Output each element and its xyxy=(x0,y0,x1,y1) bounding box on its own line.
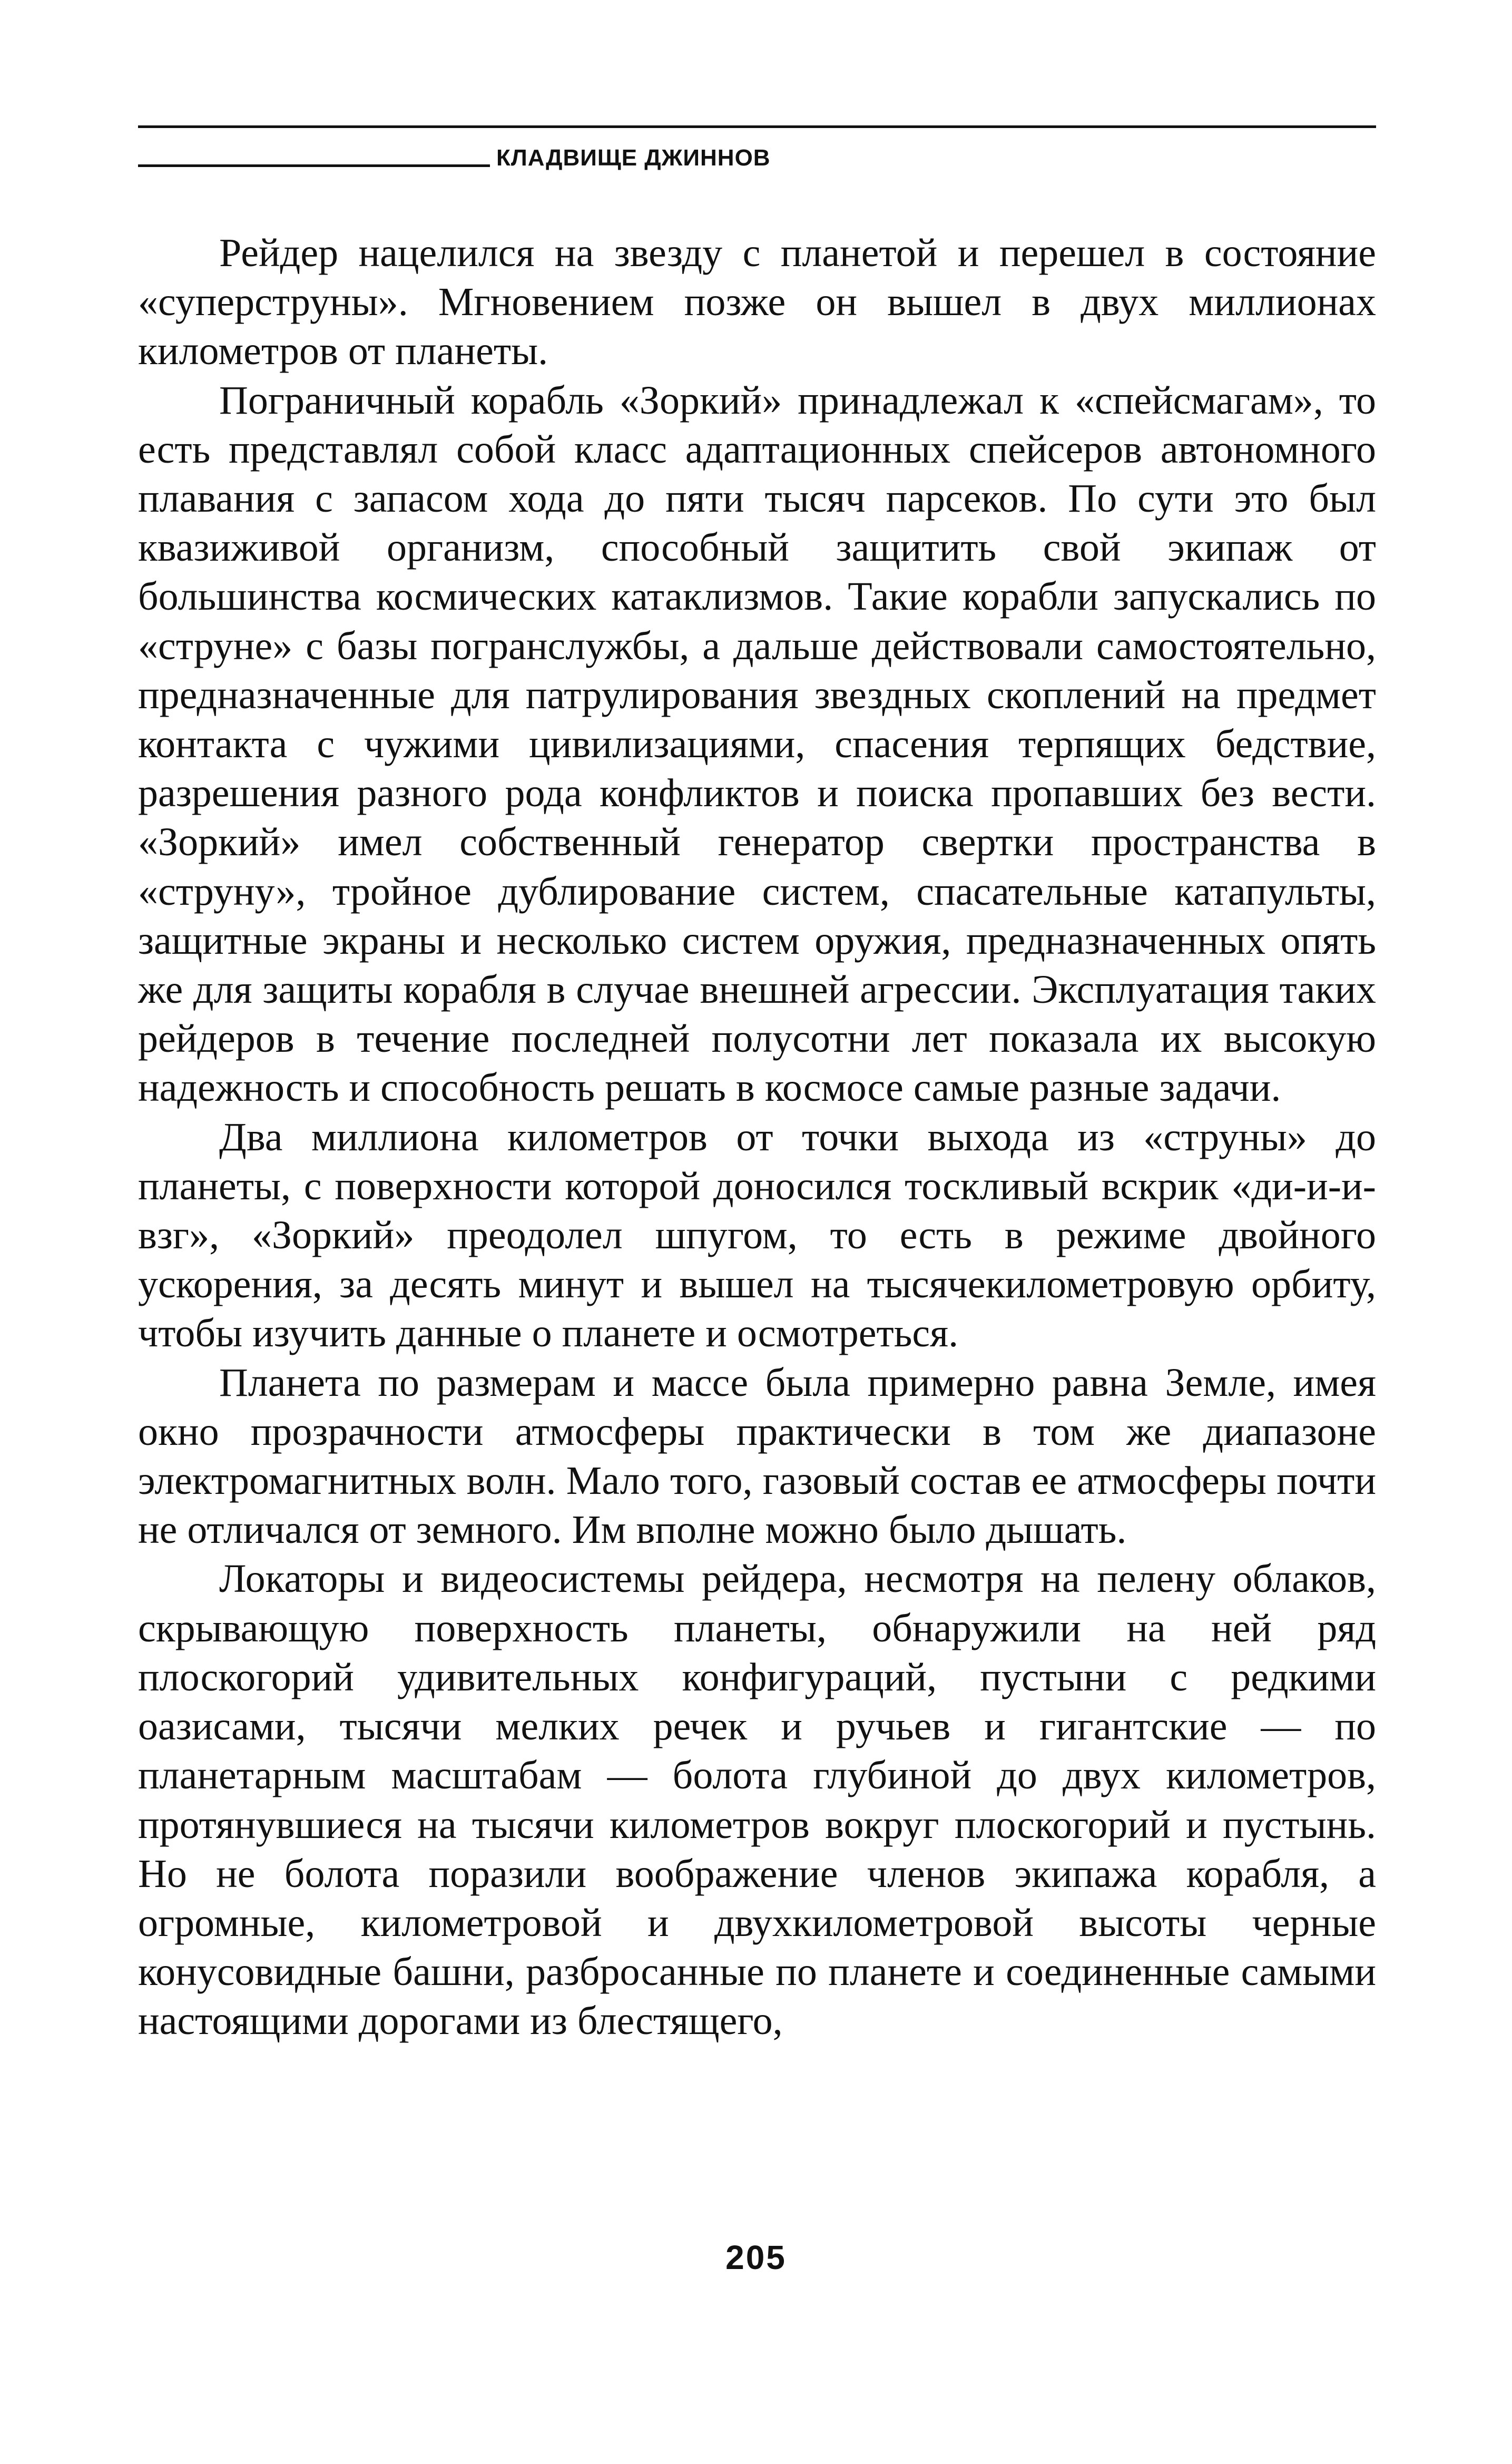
body-text xyxy=(138,229,1376,2046)
header-rule-left xyxy=(138,164,490,167)
paragraph: Пограничный корабль «Зоркий» принадлежал к «спейсмагам», то есть представлял собой класс адаптационных спейсеров автономного плавания с запасом хода до пяти тысяч парсеков. По сути это был квазиживой организм, способный защитить свой экипаж от большинства космических катаклизмов. Такие корабли запускались по «струне» с базы погранслужбы, а дальше действовали самостоятельно, предназначенные для патрулирования звездных скоплений на предмет контакта с чужими цивилизациями, спасения терпящих бедствие, разрешения разного рода конфликтов и поиска пропавших без вести. «Зоркий» имел собственный генератор свертки пространства в «струну», тройное дублирование систем, спасательные катапульты, защитные экраны и несколько систем оружия, предназначенных опять же для защиты корабля в случае внешней агрессии. Эксплуатация таких рейдеров в течение последней полусотни лет показала их высокую надежность и способность решать в космосе самые разные задачи. xyxy=(138,378,1376,1110)
page-number: 205 xyxy=(725,2238,787,2276)
paragraph: Планета по размерам и массе была примерно равна Земле, имея окно прозрачности атмосферы практически в том же диапазоне электромагнитных волн. Мало того, газовый состав ее атмосферы почти не отличался от земного. Им вполне можно было дышать. xyxy=(138,1360,1376,1552)
paragraph: Рейдер нацелился на звезду с планетой и перешел в состояние «суперструны». Мгновением позже он вышел в двух миллионах километров от планеты. xyxy=(138,231,1376,374)
paragraph: Локаторы и видеосистемы рейдера, несмотря на пелену облаков, скрывающую поверхность планеты, обнаружили на ней ряд плоскогорий удивительных конфигураций, пустыни с редкими оазисами, тысячи мелких речек и ручьев и гигантские — по планетарным масштабам — болота глубиной до двух километров, протянувшиеся на тысячи километров вокруг плоскогорий и пустынь. Но не болота поразили воображение членов экипажа корабля, а огромные, километровой и двухкилометровой высоты черные конусовидные башни, разбросанные по планете и соединенные самыми настоящими дорогами из блестящего, xyxy=(138,1557,1376,2043)
paragraph: Два миллиона километров от точки выхода из «струны» до планеты, с поверхности которой доносился тоскливый вскрик «ди-и-и-взг», «Зоркий» преодолел шпугом, то есть в режиме двойного ускорения, за десять минут и вышел на тысячекилометровую орбиту, чтобы изучить данные о планете и осмотреться. xyxy=(138,1114,1376,1356)
header-rule-top xyxy=(138,125,1376,128)
running-head: КЛАДВИЩЕ ДЖИННОВ xyxy=(496,145,771,171)
